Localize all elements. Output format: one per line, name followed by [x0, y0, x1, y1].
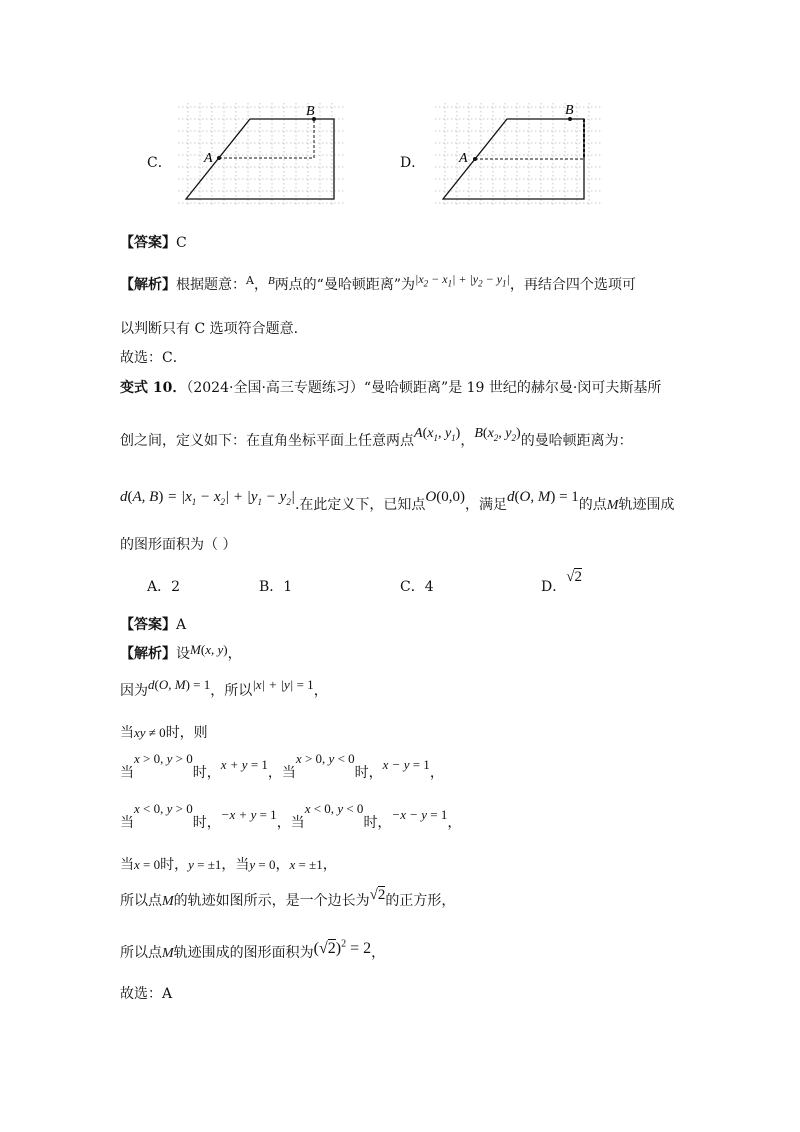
sqrt-two: √2: [566, 569, 582, 585]
q10-line4: 的图形面积为（ ）: [120, 537, 237, 553]
point-a-coords: $A(x_1$, $y_1$): [414, 426, 461, 443]
point-b-label: B: [565, 103, 574, 118]
manhattan-definition: d(A, $B) = |x_1 - x_2| + |y_1 - y_2|$: [120, 489, 295, 507]
q10-title-line: 变式 10．（2024·全国·高三专题练习）“曼哈顿距离”是 19 世纪的赫尔曼·闵可夫斯基所: [120, 380, 662, 396]
q10-analysis-line1: 【解析】设M(x, y)，: [120, 642, 242, 662]
origin-point: O(0,0): [425, 489, 465, 505]
figure-d: [425, 95, 615, 210]
q10-analysis-line6: 当x = 0时，y = ±1，当y = 0，x = ±1，: [120, 857, 337, 873]
manhattan-formula-q9: $|x_2 - x_1| + |y_2 - y_1|$: [415, 272, 510, 289]
q10-line3: d(A, $B) = |x_1 - x_2| + |y_1 - y_2|$.在此定义下，已知点O(0,0)，满足d(O, M) = 1的点M轨迹围成: [120, 489, 675, 513]
q10-line2: 创之间，定义如下：在直角坐标平面上任意两点$A(x_1$, $y_1$)，$B(x_2$, $y_2$)的曼哈顿距离为：: [120, 426, 633, 449]
point-b-coords: $B(x_2$, $y_2$): [474, 426, 521, 443]
q10-label: 变式 10．: [120, 380, 187, 396]
distance-condition: d(O, M) = 1: [507, 489, 579, 505]
option-a: A．2: [147, 579, 181, 595]
q10-answer: 【答案】A: [120, 617, 187, 633]
q9-conclusion: 故选：C．: [120, 350, 187, 366]
q10-analysis-line5: 当x < 0, y > 0时，−x + y = 1，当x < 0, y < 0时，−x − y = 1，: [120, 801, 462, 831]
area-expression: $(√2)^2 = 2$: [313, 938, 372, 957]
q10-analysis-line7: 所以点M的轨迹如图所示，是一个边长为√2的正方形，: [120, 887, 456, 909]
point-b-label: B: [306, 104, 315, 119]
point-a-label: A: [204, 151, 213, 166]
q10-analysis-line2: 因为d(O, M) = 1，所以|x| + |y| = 1，: [120, 677, 328, 699]
q10-analysis-line3: 当xy ≠ 0时，则: [120, 725, 208, 741]
q9-analysis-line2: 以判断只有 C 选项符合题意.: [120, 321, 299, 337]
option-d-label: D．: [400, 155, 426, 171]
option-c: C．4: [400, 579, 434, 595]
q10-analysis-line8: 所以点M轨迹围成的图形面积为$(√2)^2 = 2$，: [120, 938, 386, 961]
q9-answer: 【答案】C: [120, 235, 187, 251]
q9-analysis-line1: 【解析】根据题意：$^A$，$^B$两点的“曼哈顿距离”为$|x_2 - x_1| + |y_2 - y_1|$，再结合四个选项可: [120, 272, 636, 293]
q10-conclusion: 故选：A: [120, 986, 173, 1002]
option-d: D．√2: [541, 569, 582, 595]
option-b: B．1: [259, 579, 293, 595]
manhattan-path: [219, 119, 314, 158]
point-a-dot: [217, 156, 221, 160]
figure-c: [168, 95, 358, 210]
point-a-label: A: [459, 151, 468, 166]
point-a-dot: [473, 157, 477, 161]
option-c-label: C．: [147, 155, 172, 171]
q10-analysis-line4: 当x > 0, y > 0时，x + y = 1，当x > 0, y < 0时，x − y = 1，: [120, 751, 444, 781]
